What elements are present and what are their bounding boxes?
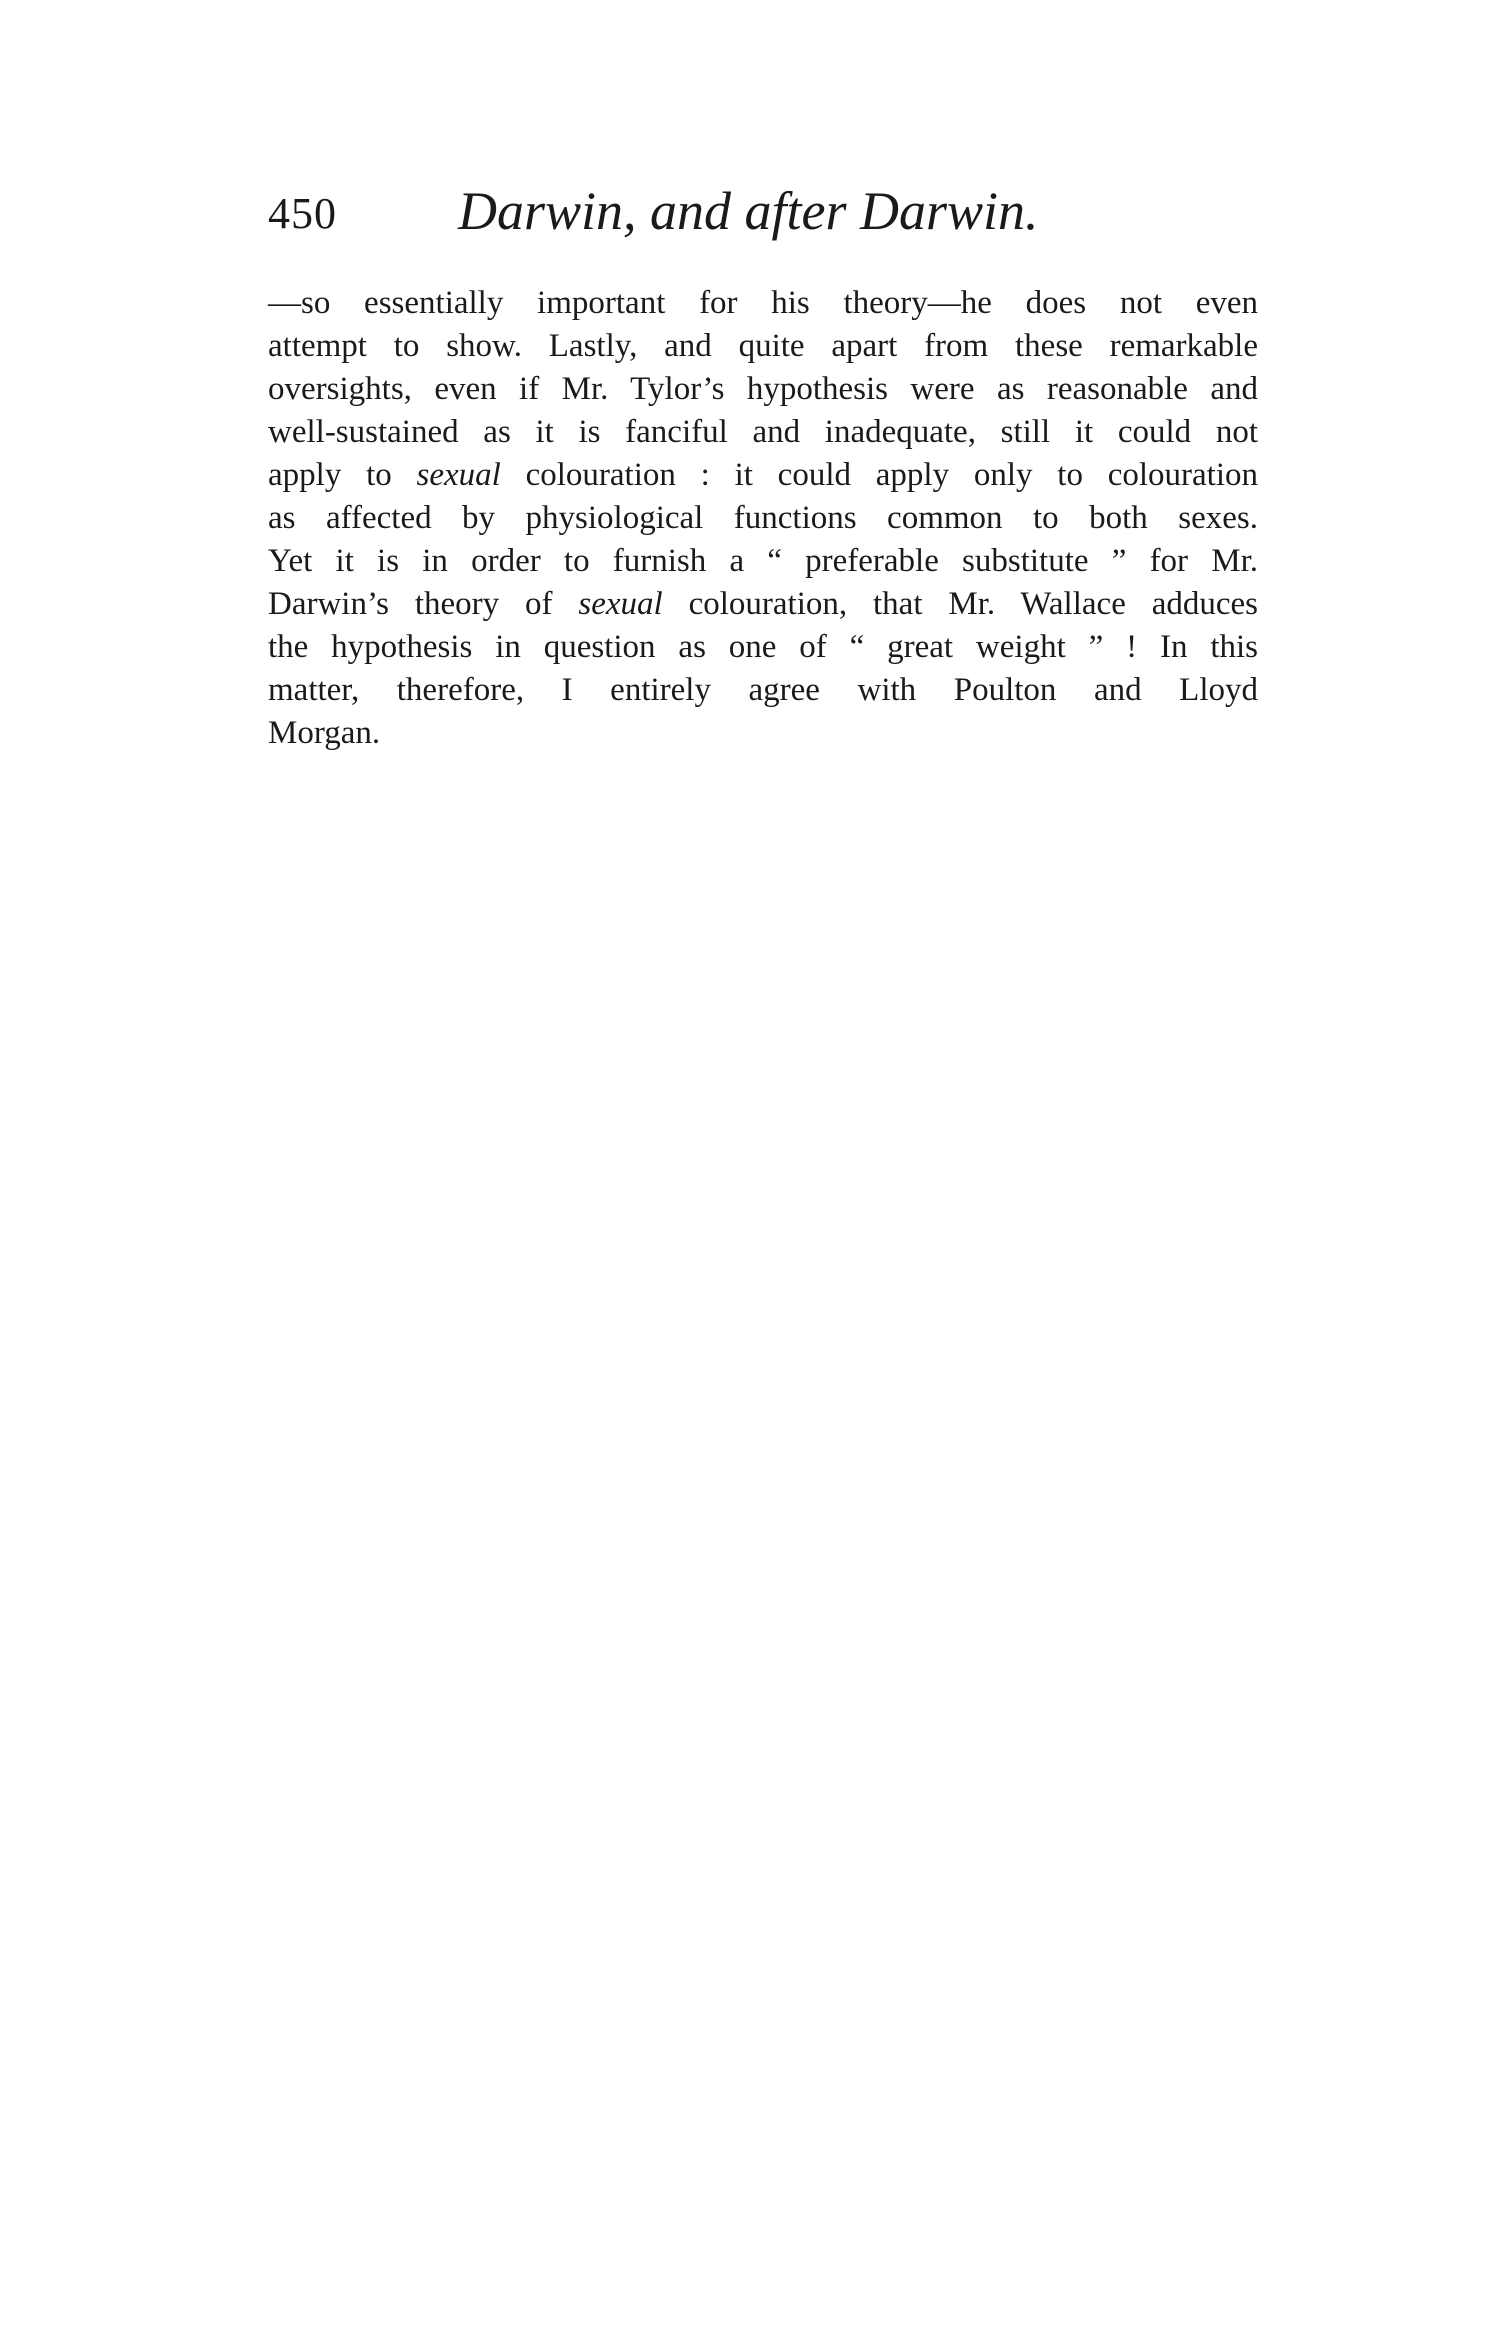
- text-line: the hypothesis in question as one of “ great weight ” ! In this: [268, 629, 1258, 665]
- text-line: Darwin’s theory of sexual colouration, that Mr. Wallace adduces: [268, 586, 1258, 622]
- text-line: well-sustained as it is fanciful and inadequate, still it could not: [268, 414, 1258, 450]
- text-line: apply to sexual colouration : it could apply only to colouration: [268, 457, 1258, 493]
- running-head: [268, 181, 1258, 254]
- page-number: 450: [268, 189, 337, 238]
- emphasis: sexual: [416, 457, 501, 493]
- text-line: attempt to show. Lastly, and quite apart from these remarkable: [268, 328, 1258, 364]
- body-paragraph: [268, 282, 1258, 755]
- text-line: oversights, even if Mr. Tylor’s hypothesis were as reasonable and: [268, 371, 1258, 407]
- text-line: Morgan.: [268, 715, 381, 751]
- text-line: matter, therefore, I entirely agree with Poulton and Lloyd: [268, 672, 1258, 708]
- running-title: Darwin, and after Darwin.: [458, 181, 1039, 241]
- text-line: as affected by physiological functions common to both sexes.: [268, 500, 1258, 536]
- emphasis: sexual: [578, 586, 663, 622]
- text-line: Yet it is in order to furnish a “ preferable substitute ” for Mr.: [268, 543, 1258, 579]
- text-line: —so essentially important for his theory—he does not even: [268, 285, 1258, 321]
